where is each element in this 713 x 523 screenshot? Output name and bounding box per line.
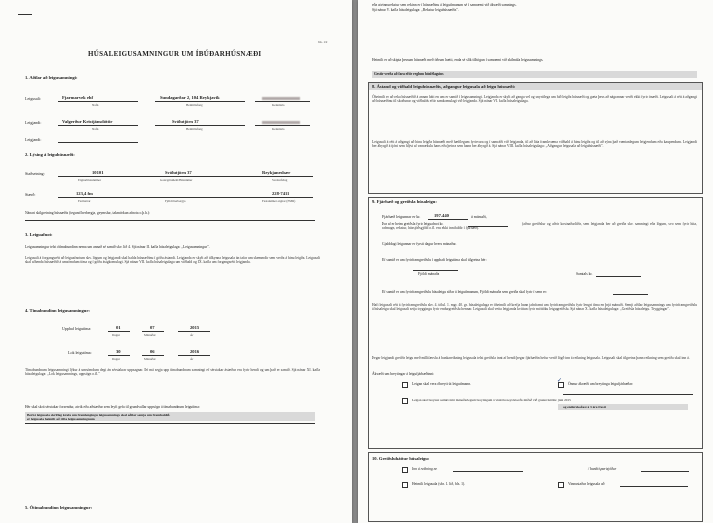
label-kennitala: Kennitala [272,103,285,107]
option-2-line [563,394,693,395]
samtals-label: Samtals kr. [576,272,593,276]
leigusali-name-line [58,101,138,102]
stadsetning-town: Reykjanesbær [262,170,291,175]
section-9-title: 9. Fjárhæð og greiðsla húsaleigu: [372,199,437,204]
upphaf-manudur: 07 [150,325,155,330]
pay-1-label: Inn á reikning nr. [412,467,438,471]
pay-3-checkbox[interactable] [558,482,564,488]
lok-dagur-line [108,355,130,356]
section-4-title: 4. Tímabundinn leigusamningur: [25,308,90,313]
label-nafn: Nafn [92,103,99,107]
fyrirfram-text-2: Ef samið er um fyrirframgreiðslu húsaleigu síðar á leigutímanum, Fjöldi mánaða sem greiða skal fyrir í senn er: [382,290,547,294]
leigusali-name: Fjarmarvek ehf [62,95,93,100]
stadsetning-line [58,176,313,177]
section-4-rule [25,423,315,424]
upphaf-dagur-line [108,331,130,332]
leigjandi-label: Leigjandi: [25,120,42,125]
lok-manudur-line [142,355,164,356]
document-title: HÚSALEIGUSAMNINGUR UM ÍBÚÐARHÚSNÆÐI [88,50,262,58]
lok-manudur: 06 [150,349,155,354]
section-8-title: 8. Ástand og viðhald leiguhúsnæðis, aðgangur leigusala að leigu húsnæði: [372,84,516,89]
pay-3-line [620,486,688,487]
section-8-paragraph: Óheimilt er að reka húsnæðið á annan hátt en um er samið í leigusamningi. Leigjanda er skylt að ganga vel og snyrtilega um hið leigða húsnæði og gæta þess að nágrannar verði ekki fyrir ónæði. Leigusali á rétt á aðgangi að húsnæðinu til skoðunar og viðhalds eftir samkomulagi við leigjanda. Sjá nánar VI. kafla húsaleigulaga. [372,95,697,104]
leigusali-address-line [155,101,245,102]
top-text-2: Sjá nánar V. kafla húsaleigulaga: „Rekstur leiguhúsnæðis". [372,8,459,12]
section-4-line: Hér skal skrá sérstakar forsendur, atvik eða aðstæður sem leyfi gefa til grundvallar uppsögn á tímabundnum leigutíma: [25,405,200,409]
option-1-checkbox[interactable] [402,382,408,388]
akvaedi-text: Ákvæði um breytingar á leigufjárhæðinni: [372,372,435,376]
pay-bank-label: / banki/sparisjóður [588,467,617,471]
label-herbergi: Fjöldi herbergja [165,199,186,203]
section-2-title: 2. Lýsing á leiguhúsnæði: [25,152,75,157]
option-3-label-b: og endurskoðast á 3 ára fresti [563,405,606,409]
left-page [0,0,352,523]
pay-2-label: Heimili leigusala (sbr. 1. lið, bls. 1). [412,482,466,486]
pay-1-checkbox[interactable] [402,467,408,473]
section-4-bar-text-2: er leigusala heimilt að rifta leigusamningnum [27,417,95,421]
pay-bank-line [641,471,689,472]
pay-3-label: Vinnustaður leigusala að [568,482,605,486]
pay-2-checkbox[interactable] [402,482,408,488]
upphaf-ar-line [178,331,210,332]
leigjandi-name-line [58,125,138,126]
leigusali-label: Leigusali: [25,96,41,101]
label-fermetrar: Fermetrar [78,199,91,203]
label-gata: Gata/götuheiti/Húsnúmer [160,178,193,182]
label-kennitala-2: Kennitala [272,127,285,131]
label-ar: Ár [190,333,194,337]
samtals-line [596,276,641,277]
label-heimilisfang: Heimilisfang [186,103,203,107]
label-ar-2: Ár [190,357,194,361]
label-manudur: Mánuður [144,333,156,337]
stadsetning-label: Staðsetning: [25,171,45,176]
section-10-title: 10. Greiðsluháttur húsaleigu: [372,456,430,461]
section-4-bar-text: Berist leigusala skrifleg krafa um framlengingu leigusamnings skal aðilar semja um framhaldið. [27,413,171,417]
section-5-title: 5. Ótímabundinn leigusamningur: [25,505,93,510]
a-manudi: á mánuði, [471,214,487,219]
upphaf-manudur-line [142,331,164,332]
section-3-title: 3. Leiguafnot: [25,232,53,237]
upphaf-ar: 2015 [190,325,200,330]
right-page [358,0,713,523]
section-4-paragraph: Tímabundnum leigusamningi lýkur á umsömdum degi án sérstakrar uppsagnar. Þó má segja upp tímabundnum samningi ef sérstakar ástæður eru fyrir hendi og um það er samið. Sjá nánar XI. kafla húsaleigulaga: „Lok leigusamnings, uppsögn o.fl." [25,368,320,377]
label-sveitarfelag: Sveitarfélag [272,178,288,182]
section-9-paragraph: Hafi leigusali rétt á fyrirframgreiðslu skv. 4. tölul. 1. mgr. 40. gr. húsaleigulaga er óheimilt að krefja hann jafnframt um fyrirframgreiðslu fyrir lengri tíma en þrjá mánuði. Semji aðilar leigusamnings um fyrirframgreiðslu á húsaleigu skal leigusali setja tryggingu fyrir endurgreiðslu hennar. Leigusali skal veita leigjanda kvittun fyrir móttöku leigugreiðslu. Sjá nánar X. kafla húsaleigulaga: „Greiðsla húsaleigu. Tryggingar". [372,303,697,312]
fyrirfram-text: Ef samið er um fyrirframgreiðslu í upphafi leigutíma skal tilgreina hér: [382,258,487,262]
heimilt-text: Heimilt er að skipta þessum húsnæði með öðrum hætti, enda sé slík tilhögun í samræmi við skilmála leigusamnings. [372,58,544,62]
option-3-label: Leigan skal breytast samkvæmt mánaðarlegum breytingum á vísitölu neysluverðs miðað við grunnvísitölu: júní 2015 [412,398,571,402]
label-manudur-2: Mánuður [144,357,156,361]
option-3-checkbox[interactable] [402,398,408,404]
nanari-lysing: Nánari skilgreining húsnæðis (tegund herbergja, geymslur, takmörkun afnota o.þ.h.): [25,211,151,215]
upphaf-dagur: 01 [116,325,121,330]
top-text-1: eða atvinnurekstur sem rekinn er í húsnæðinu á leigutímanum sé í samræmi við ákvæði samnings. [372,3,517,7]
fyrirfram-line-2 [613,294,648,295]
leigjandi-name: Valgerður Kristjánsdóttir [62,119,113,124]
fjoldi-manada-label: Fjöldi mánaða [418,272,440,276]
fjoldi-manada-line [413,270,458,271]
gestir-text: Gestir verða að fara eftir reglum húsfélagsins [374,72,444,76]
leigjandi-address-line [155,125,245,126]
staerd-line [58,197,313,198]
section-3-paragraph: Leigusali á forgangsrétt að leiguafnotum skv. lögum og leigjandi skal halda húsnæðinu í góðu ástandi. Leigjanda er skylt að tilkynna leigusala án tafar um skemmdir sem verða á hinu leigða. Leigusali skal afhenda húsnæðið á umsömdum tíma og í góðu ásigkomulagi. Sjá nánar VII. kafla húsaleigulaga um viðhald og IX. kafla um forgangsrétt leigjanda. [25,256,320,265]
stadsetning-street: Svölutjörn 37 [165,170,192,175]
nanari-line [25,220,315,221]
leigusali-kennitala-line [255,101,310,102]
fjarhaed-value: 197.440 [434,213,449,218]
section-3-text: Leigusamningur telst ótímabundinn nema um annað sé samið skv. lið 4. Sjá nánar II. kafla húsaleigulaga: „Leigusamningur". [25,245,210,249]
fjarhaed-label: Fjárhæð leigunnar er kr. [382,214,421,219]
page-number: bls. 1/2 [318,40,328,44]
fjarhaed-line [428,219,468,220]
label-fastanumer: Fastanúmer eignar (FMR) [262,199,296,203]
label-heimilisfang-2: Heimilisfang [186,127,203,131]
greidist-text: Þar af er heim greiðsla fyrir leiguafnot kr. [382,222,444,226]
section-9-paragraph-2: Þegar leigjandi greiðir leigu með millifærslu á bankareikning leigusala telst greiðsla innt af hendi þegar fjárhæðin hefur verið lögð inn á reikning leigusala. Leigusali skal tilgreina þann reikning sem greiða skal inn á. [372,356,690,360]
leigusali-address: Sundagarðar 2, 104 Reykjavík [160,95,220,100]
lok-label: Lok leigutíma: [68,350,92,355]
option-2-label: Önnur ákvæði um breytingu leigufjárhæðar: [568,382,634,386]
lok-ar: 2016 [190,349,200,354]
label-dagur-2: Dagur [112,357,120,361]
greidist-note: (aðrar greiðslur og aðrir kostnaðarliðir, sem leigjanda ber að greiða skv. samningi eða lögum, svo sem fyrir hita, rafmagn, rekstur, hússjóðsgjöld o.fl. eru ekki innifaldir í fjárhæð). [382,222,697,231]
redacted-kennitala [262,97,300,100]
section-8-paragraph-2: Leigusali á rétt á aðgangi að hinu leigða húsnæði með hæfilegum fyrirvara og í samráði við leigjanda, til að láta framkvæma viðhald á hinu leigða og til að sýna það væntanlegum leigjendum eða kaupendum. Leigjandi ber ábyrgð á tjóni sem hlýst af vanrækslu hans eða þeirra sem hann ber ábyrgð á. Sjá nánar VIII. kafla húsaleigulaga: „Aðgangur leigusala að leiguhúsnæði". [372,140,697,149]
label-nafn-2: Nafn [92,127,99,131]
section-9-box [368,197,703,449]
staerd-label: Stærð: [25,192,36,197]
label-eignahluti: Eignarhlutanúmer [78,178,102,182]
section-10-box [368,452,703,522]
option-1-label: Leigan skal vera óbreytt út leigutímann. [412,382,471,386]
option-2-checkmark: ✓ [557,378,563,384]
section-1-title: 1. Aðilar að leigusamningi: [25,75,78,80]
corner-mark [18,14,32,15]
leigjandi-address: Svölutjörn 37 [172,119,199,124]
label-dagur: Dagur [112,333,120,337]
leigjandi2-line [58,142,138,143]
leigjandi-kennitala-line [255,125,310,126]
stadsetning-number: 10101 [92,170,104,175]
staerd-value: 123,4 fm [76,191,93,196]
lok-dagur: 30 [116,349,121,354]
upphaf-label: Upphaf leigutíma: [62,326,92,331]
pay-1-line [453,471,523,472]
lok-ar-line [178,355,210,356]
redacted-kennitala-2 [262,121,300,124]
gjalddagi-text: Gjalddagi leigunnar er fyrsti dagur hvers mánaðar. [382,242,457,246]
fastanumer-value: 228-7411 [272,191,290,196]
leigjandi-label-2: Leigjandi: [25,137,42,142]
